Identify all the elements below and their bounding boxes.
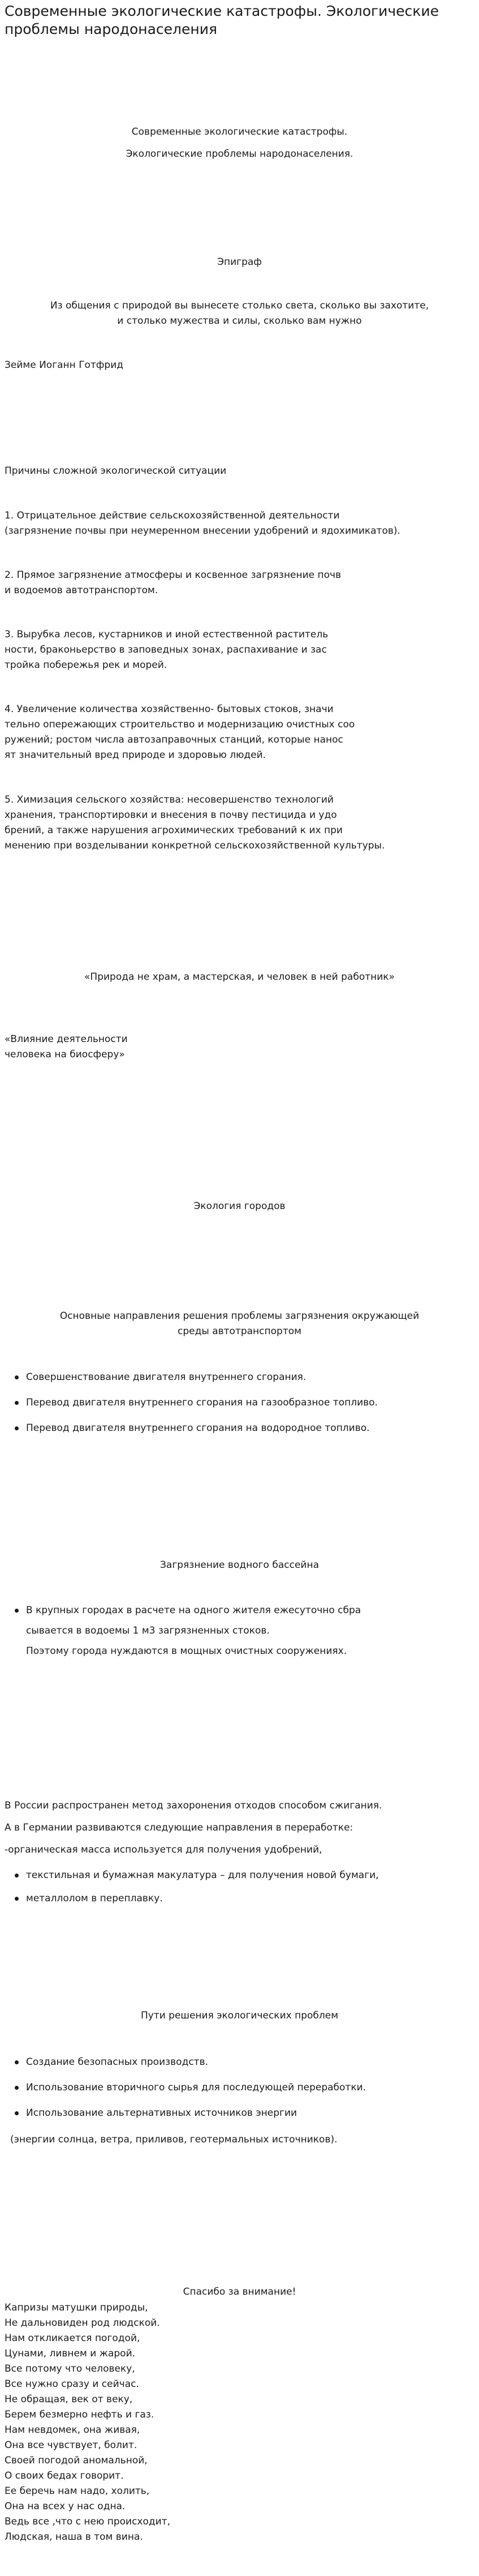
directions-heading [0, 1309, 479, 1339]
list-item: Перевод двигателя внутреннего сгорания на водородное топливо. [0, 1421, 479, 1436]
cause-line: 1. Отрицательное действие сельскохозяйственной деятельности [5, 510, 340, 521]
causes-heading: Причины сложной экологической ситуации [5, 465, 227, 477]
poem-line: Нам откликается погодой, [5, 2333, 140, 2344]
cause-line: менению при возделывании конкретной сельскохозяйственной культуры. [5, 840, 385, 851]
epigraph-author: Зейме Иоганн Готфрид [5, 359, 123, 371]
influence-title [0, 1032, 479, 1062]
cause-line: тельно опережающих строительство и модернизацию очистных соо [5, 719, 355, 730]
cause-line: ности, браконьерство в заповедных зонах, распахивание и зас [5, 644, 327, 655]
cause-line: 2. Прямое загрязнение атмосферы и косвенное загрязнение почв [5, 569, 342, 581]
cause-line: (загрязнение почвы при неумеренном внесении удобрений и ядохимикатов). [5, 525, 400, 537]
poem [0, 2300, 479, 2545]
cause-item [0, 702, 479, 763]
poem-line: Ведь все ,что с нею происходит, [5, 2516, 170, 2527]
epigraph-quote [0, 298, 479, 329]
slide-title-line: Современные экологические катастрофы. [131, 126, 348, 138]
list-item [0, 1603, 479, 1659]
epigraph-quote-line: и столько мужества и силы, сколько вам нужно [117, 315, 362, 327]
cause-item [0, 792, 479, 854]
epigraph-quote-line: Из общения с природой вы вынесете столько света, сколько вы захотите, [50, 300, 429, 311]
poem-line: О своих бедах говорит. [5, 2470, 124, 2481]
poem-line: Не обращая, век от веку, [5, 2394, 133, 2405]
cause-line: 5. Химизация сельского хозяйства: несовершенство технологий [5, 794, 334, 805]
list-item: Использование вторичного сырья для последующей переработки. [0, 2080, 479, 2095]
poem-line: Она на всех у нас одна. [5, 2501, 126, 2512]
solutions-list [0, 2055, 479, 2131]
poem-line: Все потому что человеку, [5, 2363, 135, 2374]
cause-line: тройка побережья рек и морей. [5, 659, 167, 671]
cause-line: ят значительный вред природе и здоровью людей. [5, 749, 266, 761]
poem-line: Берем безмерно нефть и газ. [5, 2409, 154, 2420]
cause-item [0, 627, 479, 673]
poem-line: Своей погодой аномальной, [5, 2455, 148, 2466]
influence-line: «Влияние деятельности [5, 1034, 128, 1045]
water-line: Поэтому города нуждаются в мощных очистных сооружениях. [26, 1645, 347, 1657]
nature-quote: «Природа не храм, а мастерская, и человек в ней работник» [84, 971, 395, 983]
poem-line: Капризы матушки природы, [5, 2302, 148, 2313]
cause-line: хранения, транспортировки и внесения в почву пестицида и удо [5, 809, 337, 821]
list-item: Использование альтернативных источников энергии [0, 2106, 479, 2121]
waste-line: -органическая масса используется для получения удобрений, [5, 1844, 322, 1855]
directions-list [0, 1370, 479, 1446]
slide-title-block [0, 125, 479, 162]
cause-line: ружений; ростом числа автозаправочных станций, которые нанос [5, 734, 343, 745]
water-line: сывается в водоемы 1 м3 загрязненных стоков. [26, 1625, 270, 1636]
directions-heading-line: Основные направления решения проблемы загрязнения окружающей [59, 1310, 420, 1322]
epigraph-heading: Эпиграф [217, 256, 262, 268]
poem-line: Нам невдомек, она живая, [5, 2424, 140, 2436]
list-item: Совершенствование двигателя внутреннего сгорания. [0, 1370, 479, 1385]
poem-line: Людская, наша в том вина. [5, 2531, 143, 2543]
cause-line: и водоемов автотранспортом. [5, 585, 158, 596]
solutions-heading: Пути решения экологических проблем [140, 2010, 339, 2021]
poem-line: Все нужно сразу и сейчас. [5, 2378, 139, 2390]
list-item: Создание безопасных производств. [0, 2055, 479, 2070]
cause-item [0, 508, 479, 539]
cause-line: 3. Вырубка лесов, кустарников и иной естественной раститель [5, 629, 329, 640]
water-heading: Загрязнение водного бассейна [160, 1559, 319, 1571]
poem-line: Не дальновиден род людской. [5, 2317, 160, 2329]
water-line: В крупных городах в расчете на одного жителя ежесуточно сбра [26, 1605, 361, 1616]
waste-list [0, 1868, 479, 1914]
water-list [0, 1603, 479, 1669]
influence-line: человека на биосферу» [5, 1049, 125, 1060]
thanks-text: Спасибо за внимание! [183, 2286, 296, 2298]
list-item: текстильная и бумажная макулатура – для получения новой бумаги, [0, 1868, 479, 1883]
city-ecology-heading: Экология городов [193, 1201, 286, 1212]
cause-item [0, 568, 479, 598]
poem-line: Она все чувствует, болит. [5, 2440, 137, 2451]
waste-line: А в Германии развиваются следующие направления в переработке: [5, 1822, 353, 1833]
cause-line: брений, а также нарушения агрохимических требований к их при [5, 825, 343, 836]
poem-line: Ее беречь нам надо, холить, [5, 2485, 150, 2497]
page-title: Современные экологические катастрофы. Экологические проблемы народонаселения [5, 3, 439, 37]
solutions-note: (энергии солнца, ветра, приливов, геотермальных источников). [10, 2134, 338, 2145]
slide-title-line: Экологические проблемы народонаселения. [126, 148, 353, 160]
directions-heading-line: среды автотранспортом [178, 1326, 301, 1337]
cause-line: 4. Увеличение количества хозяйственно- бытовых стоков, значи [5, 704, 334, 715]
waste-line: В России распространен метод захоронения отходов способом сжигания. [5, 1800, 382, 1811]
list-item: металлолом в переплавку. [0, 1891, 479, 1906]
list-item: Перевод двигателя внутреннего сгорания на газообразное топливо. [0, 1395, 479, 1411]
waste-block [0, 1798, 479, 1858]
poem-line: Цунами, ливнем и жарой. [5, 2348, 136, 2359]
